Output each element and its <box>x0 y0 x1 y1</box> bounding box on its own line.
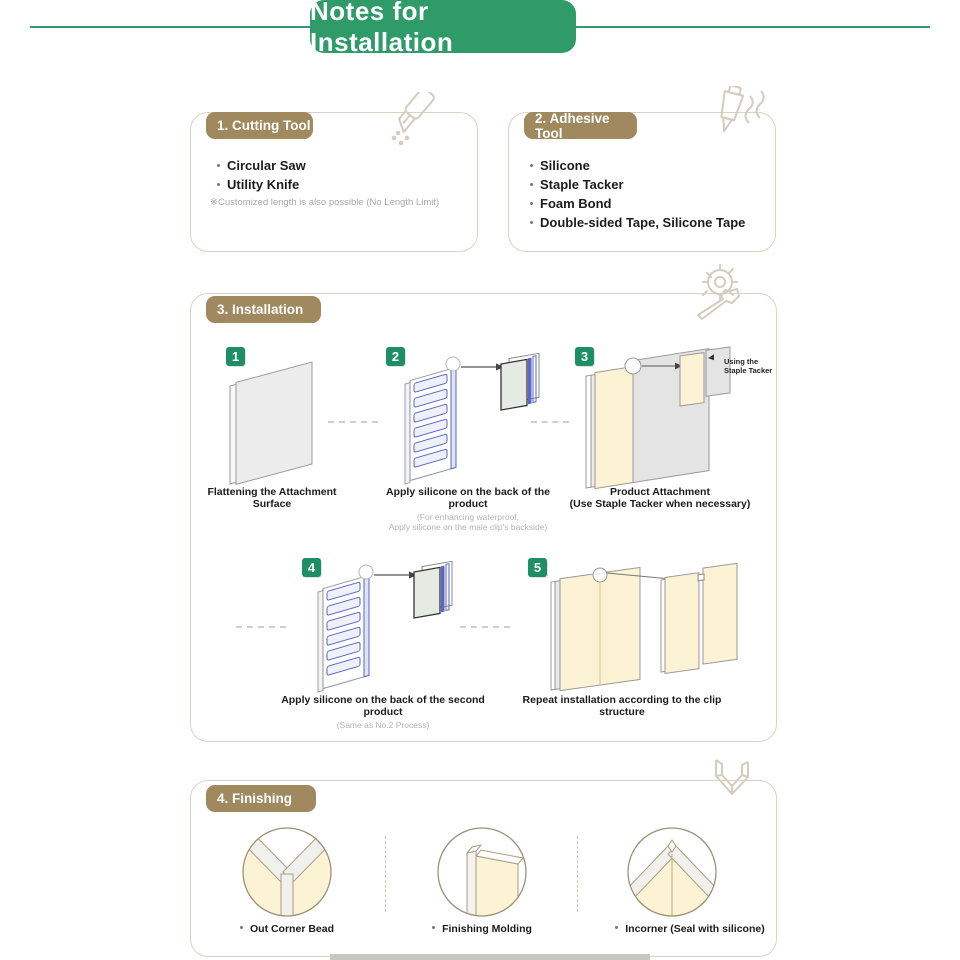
step-1-illustration <box>220 352 330 487</box>
dashed-connector <box>236 626 286 628</box>
step-3-num: 3 <box>580 349 589 364</box>
cutting-item-0 <box>217 158 306 173</box>
step-1-caption-text: Flattening the Attachment Surface <box>207 486 337 510</box>
step-3-illustration <box>580 342 745 492</box>
finishing-item-2 <box>600 923 780 935</box>
step-5-num: 5 <box>533 560 542 575</box>
page-title-text: Notes for Installation <box>310 0 454 57</box>
cutting-item-1-text: Utility Knife <box>227 177 300 192</box>
step-4-num: 4 <box>307 560 316 575</box>
finishing-item-1 <box>407 923 557 935</box>
finishing-label <box>206 785 316 812</box>
installation-label <box>206 296 321 323</box>
adhesive-item-1 <box>530 177 624 192</box>
dashed-connector <box>328 421 378 423</box>
adhesive-tool-label <box>524 112 637 139</box>
bullet-dot <box>217 164 220 167</box>
gear-wrench-icon <box>690 261 754 323</box>
step-5-caption-text: Repeat installation according to the clip structure <box>522 694 722 718</box>
cutting-tool-label-text: 1. Cutting Tool <box>217 118 311 133</box>
adhesive-item-0-text: Silicone <box>540 158 590 173</box>
step-2-illustration <box>395 348 575 488</box>
dashed-divider <box>385 836 386 912</box>
step-4-illustration <box>308 556 488 696</box>
bullet-dot <box>217 183 220 186</box>
bullet-dot <box>530 164 533 167</box>
step-2-caption-text: Apply silicone on the back of the product <box>386 486 550 510</box>
step-3-caption <box>560 487 760 510</box>
step-2-sub1: (For enhancing waterproof, <box>416 512 520 522</box>
adhesive-item-3-text: Double-sided Tape, Silicone Tape <box>540 215 746 230</box>
step-3-caption-text: Product Attachment <box>610 486 710 498</box>
bottom-bar <box>330 954 650 960</box>
bullet-dot <box>615 926 618 929</box>
corner-bead-icon <box>702 756 758 812</box>
step-2-num: 2 <box>391 349 400 364</box>
step-4-caption <box>280 695 486 730</box>
finishing-item-1-text: Finishing Molding <box>442 923 532 935</box>
adhesive-tool-label-text: 2. Adhesive Tool <box>535 110 610 141</box>
step-2-sub2: Apply silicone on the male clip's backside) <box>388 522 548 532</box>
out-corner-bead-illustration <box>239 824 335 920</box>
adhesive-item-2-text: Foam Bond <box>540 196 612 211</box>
step-4-sub1: (Same as No.2 Process) <box>336 720 430 730</box>
step-1-num: 1 <box>231 349 240 364</box>
step-3-sub1: (Use Staple Tacker when necessary) <box>569 497 751 510</box>
bullet-dot <box>530 183 533 186</box>
page-title <box>310 0 576 57</box>
incorner-illustration <box>624 824 720 920</box>
step-4-caption-text: Apply silicone on the back of the second product <box>281 694 485 718</box>
silicone-bottle-icon <box>698 86 770 148</box>
step-2-caption <box>375 487 561 532</box>
step-5-caption <box>512 695 732 718</box>
cutting-item-0-text: Circular Saw <box>227 158 306 173</box>
bullet-dot <box>530 202 533 205</box>
finishing-item-0 <box>212 923 362 935</box>
bullet-dot <box>240 926 243 929</box>
installation-label-text: 3. Installation <box>217 302 304 317</box>
finishing-item-2-text: Incorner (Seal with silicone) <box>625 923 765 935</box>
cutting-tool-label <box>206 112 313 139</box>
adhesive-item-2 <box>530 196 612 211</box>
finishing-molding-illustration <box>434 824 530 920</box>
adhesive-item-1-text: Staple Tacker <box>540 177 624 192</box>
bullet-dot <box>432 926 435 929</box>
dashed-divider <box>577 836 578 912</box>
step-5-illustration <box>543 558 748 696</box>
step-3-annotation: Using the Staple Tacker <box>724 357 773 375</box>
adhesive-item-3 <box>530 215 745 230</box>
step-1-caption <box>187 487 357 510</box>
finishing-item-0-text: Out Corner Bead <box>249 923 334 935</box>
cutting-item-1 <box>217 177 299 192</box>
adhesive-item-0 <box>530 158 590 173</box>
step-2-subtext <box>375 512 561 532</box>
bullet-dot <box>530 221 533 224</box>
cutting-note: ※Customized length is also possible (No Length Limit) <box>210 197 440 208</box>
finishing-label-text: 4. Finishing <box>217 791 293 806</box>
utility-knife-icon <box>370 92 446 154</box>
